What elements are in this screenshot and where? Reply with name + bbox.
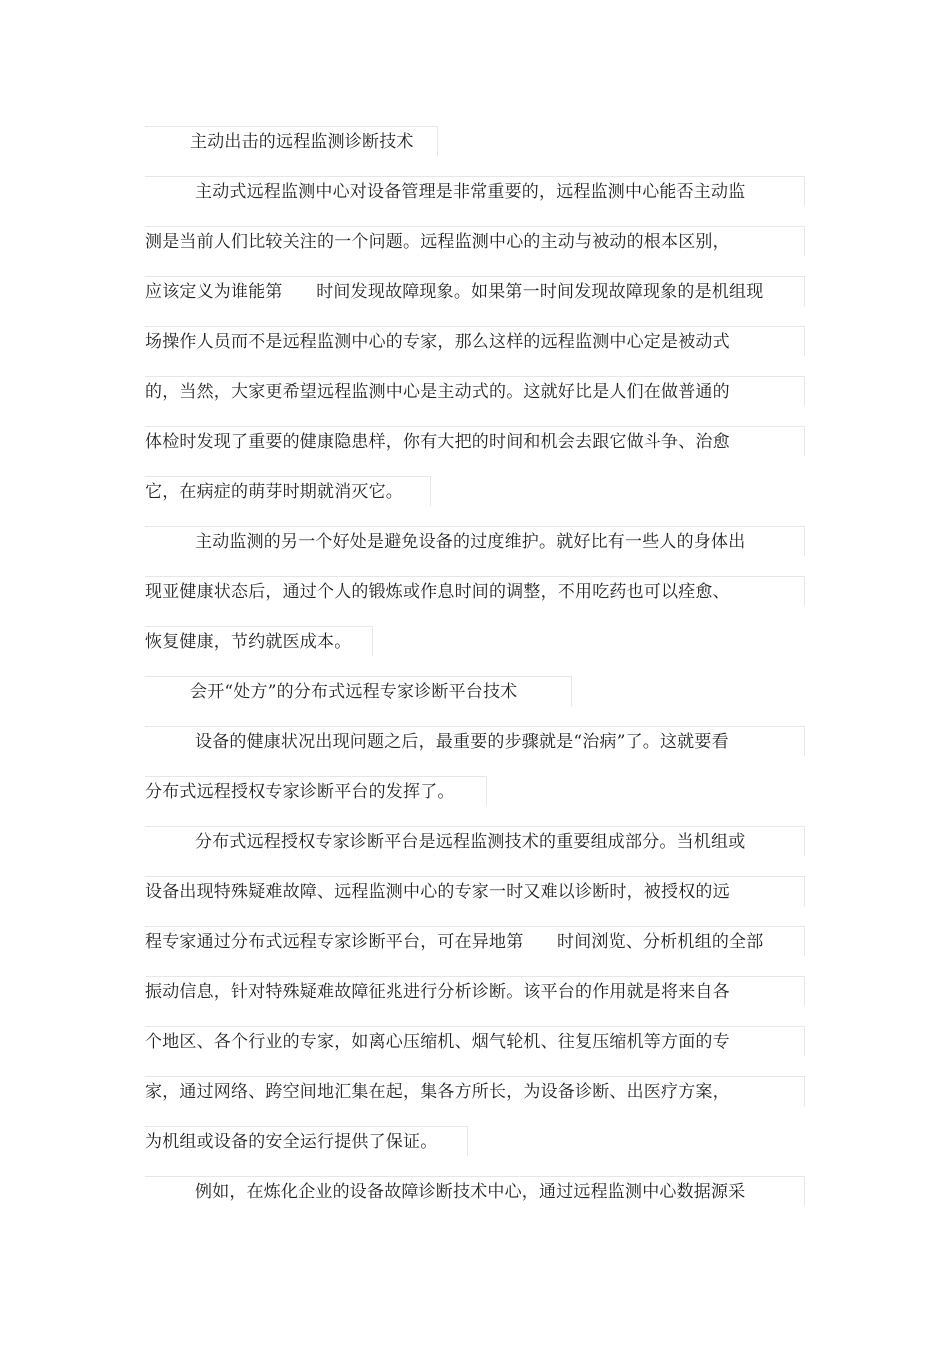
paragraph-line: 的，当然，大家更希望远程监测中心是主动式的。这就好比是人们在做普通的 [145,382,730,402]
paragraph-line: 测是当前人们比较关注的一个问题。远程监测中心的主动与被动的根本区别， [145,232,730,252]
paragraph-line: 个地区、各个行业的专家，如离心压缩机、烟气轮机、往复压缩机等方面的专 [145,1032,730,1052]
paragraph-line: 为机组或设备的安全运行提供了保证。 [145,1132,438,1152]
paragraph-line: 应该定义为谁能第 时间发现故障现象。如果第一时间发现故障现象的是机组现 [145,282,764,302]
paragraph-line: 分布式远程授权专家诊断平台的发挥了。 [145,782,455,802]
section-heading-prescription-platform: 会开“处方”的分布式远程专家诊断平台技术 [190,682,518,702]
paragraph-line: 振动信息，针对特殊疑难故障征兆进行分析诊断。该平台的作用就是将来自各 [145,982,730,1002]
paragraph-line: 主动监测的另一个好处是避免设备的过度维护。就好比有一些人的身体出 [195,532,746,552]
paragraph-line: 设备出现特殊疑难故障、远程监测中心的专家一时又难以诊断时，被授权的远 [145,882,730,902]
paragraph-line: 主动式远程监测中心对设备管理是非常重要的，远程监测中心能否主动监 [195,182,746,202]
paragraph-line: 它，在病症的萌芽时期就消灭它。 [145,482,403,502]
section-heading-active-monitoring: 主动出击的远程监测诊断技术 [190,132,414,152]
paragraph-line: 程专家通过分布式远程专家诊断平台，可在异地第 时间浏览、分析机组的全部 [145,932,764,952]
paragraph-line: 体检时发现了重要的健康隐患样，你有大把的时间和机会去跟它做斗争、治愈 [145,432,730,452]
paragraph-line: 设备的健康状况出现问题之后，最重要的步骤就是“治病”了。这就要看 [195,732,729,752]
paragraph-line: 现亚健康状态后，通过个人的锻炼或作息时间的调整，不用吃药也可以痊愈、 [145,582,730,602]
paragraph-line: 分布式远程授权专家诊断平台是远程监测技术的重要组成部分。当机组或 [195,832,746,852]
paragraph-line: 恢复健康，节约就医成本。 [145,632,352,652]
paragraph-line: 场操作人员而不是远程监测中心的专家，那么这样的远程监测中心定是被动式 [145,332,730,352]
paragraph-line: 家，通过网络、跨空间地汇集在起，集各方所长，为设备诊断、出医疗方案， [145,1082,730,1102]
paragraph-line: 例如，在炼化企业的设备故障诊断技术中心，通过远程监测中心数据源采 [195,1182,746,1202]
